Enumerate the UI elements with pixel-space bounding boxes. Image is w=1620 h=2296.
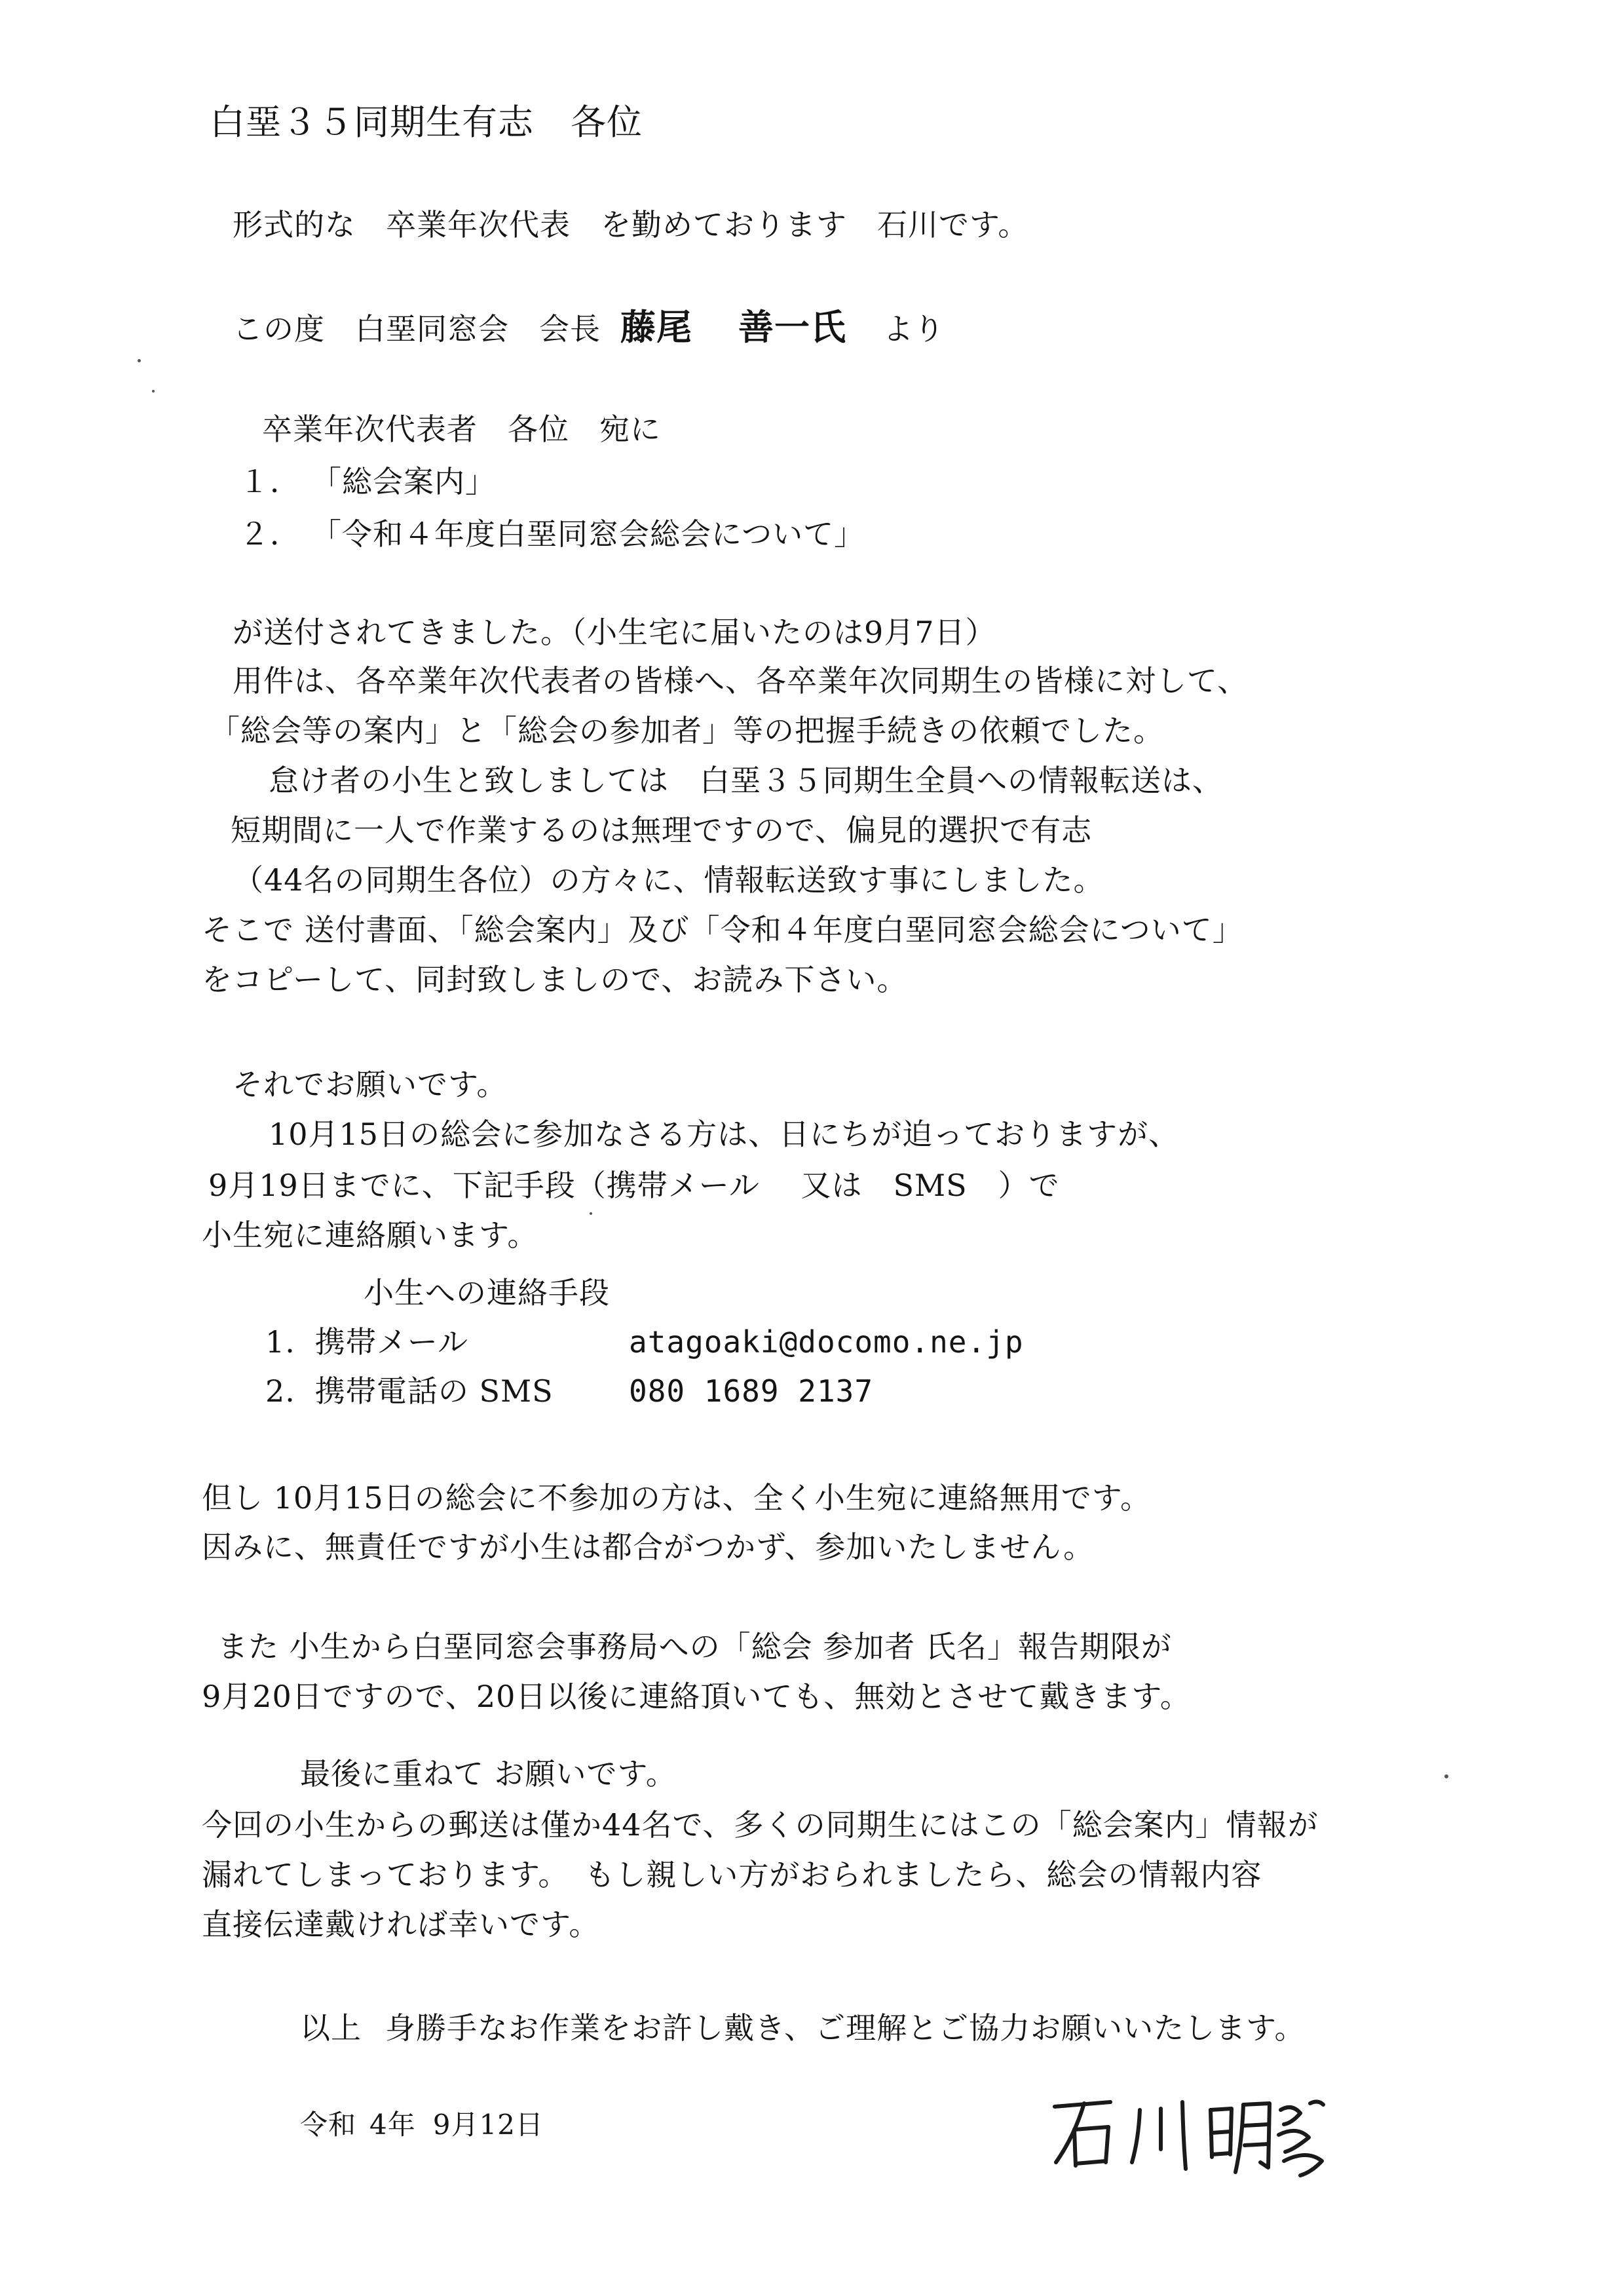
from-name-given: 善一氏 [738, 306, 846, 348]
closing-line [300, 2010, 1306, 2046]
contact-number: 1. [265, 1324, 295, 1360]
letter-date [300, 2111, 544, 2139]
body-line: 用件は、各卒業年次代表者の皆様へ、各卒業年次同期生の皆様に対して、 [233, 663, 1249, 698]
addressee-part: 卒業年次代表者 [262, 411, 478, 447]
body-line: そこで 送付書面、「総会案内」及び「令和４年度白堊同窓会総会について」 [202, 912, 1243, 947]
body-line: 「総会等の案内」と「総会の参加者」等の把握手続きの依頼でした。 [210, 713, 1164, 748]
addressee-part: 各位 [508, 411, 569, 447]
date-year: 4年 [369, 2109, 416, 2141]
addressee-part: 宛に [599, 411, 661, 447]
request-intro: それでお願いです。 [233, 1067, 508, 1102]
contact-number: 2. [265, 1373, 295, 1409]
contact-phone: 080 1689 2137 [629, 1373, 874, 1409]
deadline-line: 9月20日ですので、20日以後に連絡頂いても、無効とさせて戴きます。 [202, 1679, 1191, 1714]
final-line: 今回の小生からの郵送は僅か44名で、多くの同期生にはこの「総会案内」情報が [202, 1807, 1319, 1843]
enclosure-item [239, 464, 496, 499]
contact-email: atagoaki@docomo.ne.jp [629, 1324, 1024, 1360]
scan-speck [138, 359, 141, 362]
deadline-line: また 小生から白堊同窓会事務局への「総会 参加者 氏名」報告期限が [217, 1629, 1172, 1664]
from-line [233, 306, 945, 348]
enclosure-number: ２． [239, 516, 301, 552]
note-line: 因みに、無責任ですが小生は都合がつかず、参加いたしません。 [202, 1529, 1095, 1565]
salutation [210, 102, 643, 143]
body-line: 短期間に一人で作業するのは無理ですので、偏見的選択で有志 [231, 813, 1093, 848]
intro-part: 形式的な [233, 207, 356, 242]
enclosure-text: 「令和４年度白堊同窓会総会について」 [311, 516, 865, 552]
intro-name: 石川です。 [877, 207, 1029, 242]
from-title: 会長 [539, 311, 601, 347]
note-line: 但し 10月15日の総会に不参加の方は、全く小生宛に連絡無用です。 [202, 1480, 1152, 1516]
request-line: 10月15日の総会に参加なさる方は、日にちが迫っておりますが、 [269, 1117, 1180, 1152]
final-line: 漏れてしまっております。 もし親しい方がおられましたら、総会の情報内容 [202, 1857, 1262, 1892]
final-line: 直接伝達戴ければ幸いです。 [202, 1907, 600, 1942]
date-day: 9月12日 [432, 2109, 544, 2141]
body-line: （44名の同期生各位）の方々に、情報転送致す事にしました。 [233, 862, 1104, 898]
contact-item [265, 1324, 468, 1360]
enclosure-item [239, 516, 865, 552]
contact-label: 携帯メール [314, 1324, 468, 1360]
scan-speck [152, 390, 155, 392]
request-line: 9月19日までに、下記手段（携帯メール 又は SMS ）で [208, 1168, 1060, 1203]
body-line: が送付されてきました。（小生宅に届いたのは9月7日） [233, 615, 996, 650]
salutation-suffix: 各位 [571, 102, 643, 143]
request-line: 小生宛に連絡願います。 [202, 1217, 538, 1253]
contact-item [265, 1373, 554, 1409]
contact-label: 携帯電話の SMS [314, 1373, 554, 1409]
addressee-line [262, 411, 661, 447]
scan-speck [590, 1212, 592, 1215]
salutation-group: 白堊３５同期生有志 [210, 102, 534, 143]
from-part: この度 [233, 311, 325, 347]
from-part: より [883, 311, 945, 347]
body-line: をコピーして、同封致しましので、お読み下さい。 [202, 962, 908, 997]
from-org: 白堊同窓会 [355, 311, 509, 347]
enclosure-number: １． [239, 464, 301, 499]
date-era: 令和 [300, 2109, 357, 2141]
enclosure-text: 「総会案内」 [311, 464, 496, 499]
closing-part: 以上 [300, 2010, 362, 2046]
scan-speck [1444, 1774, 1448, 1778]
intro-line [233, 207, 1029, 242]
final-intro: 最後に重ねて お願いです。 [300, 1756, 677, 1791]
contact-heading: 小生への連絡手段 [364, 1275, 610, 1311]
intro-role: 卒業年次代表 [386, 207, 571, 242]
intro-part: を勤めております [601, 207, 847, 242]
from-name-family: 藤尾 [620, 306, 692, 348]
handwritten-signature [1048, 2084, 1336, 2182]
body-line: 怠け者の小生と致しましては 白堊３５同期生全員への情報転送は、 [269, 763, 1223, 798]
closing-text: 身勝手なお作業をお許し戴き、ご理解とご協力お願いいたします。 [385, 2010, 1306, 2046]
